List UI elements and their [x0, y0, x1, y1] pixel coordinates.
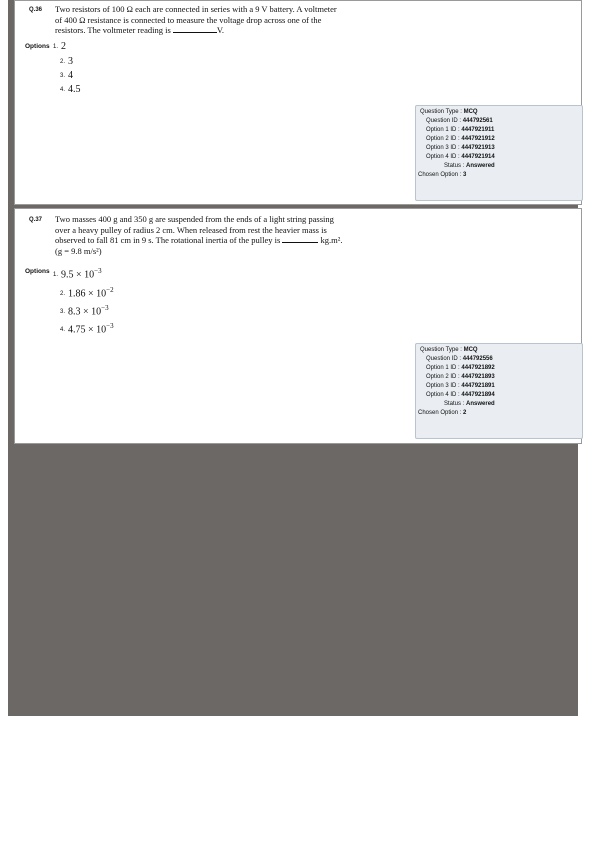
option-number: 4.: [60, 86, 66, 93]
question-type-label: Question Type :: [420, 109, 462, 115]
option-4: [60, 322, 114, 335]
option-id-value: 4447921892: [461, 365, 495, 371]
status-label: Status :: [444, 163, 465, 169]
chosen-option-value: 2: [463, 410, 467, 416]
option-id-value: 4447921912: [461, 136, 495, 142]
option-exponent: −3: [94, 267, 102, 275]
question-panel-36: [14, 0, 582, 205]
question-text-segment: kg.m².: [320, 235, 343, 245]
options-label: Options: [25, 43, 50, 50]
question-type-label: Question Type :: [420, 347, 462, 353]
option-id-label: Option 4 ID :: [426, 154, 460, 160]
status-value: Answered: [466, 401, 495, 407]
option-id-label: Option 3 ID :: [426, 145, 460, 151]
response-sheet-frame: [8, 0, 578, 716]
option-1: [53, 41, 66, 52]
question-text-line: Two resistors of 100 Ω each are connected in series with a 9 V battery. A voltmeter: [55, 4, 337, 14]
option-value: 2: [61, 41, 67, 52]
option-number: 3.: [60, 309, 66, 316]
question-text-line: [55, 235, 385, 246]
option-number: 4.: [60, 327, 66, 334]
option-2: [60, 286, 114, 299]
option-id-row: [416, 391, 582, 400]
chosen-option-label: Chosen Option :: [418, 410, 462, 416]
option-id-value: 4447921893: [461, 374, 495, 380]
option-value: 9.5 × 10: [61, 269, 95, 281]
question-text: [55, 4, 385, 36]
question-text-line: (g = 9.8 m/s²): [55, 245, 102, 256]
option-value: 8.3 × 10: [68, 306, 102, 318]
option-id-row: [416, 135, 582, 144]
option-number: 2.: [60, 58, 66, 65]
question-text-line: of 400 Ω resistance is connected to measure the voltage drop across one of the: [55, 14, 322, 25]
option-value: 4: [68, 70, 74, 81]
option-value: 4.75 × 10: [68, 324, 107, 336]
chosen-option-value: 3: [463, 172, 467, 178]
answer-blank: [282, 235, 318, 243]
question-type-value: MCQ: [463, 347, 478, 353]
option-number: 3.: [60, 72, 66, 79]
answer-blank: [173, 25, 217, 33]
option-number: 2.: [60, 291, 66, 298]
option-value: 4.5: [68, 84, 81, 95]
option-id-value: 4447921911: [461, 127, 495, 133]
option-exponent: −3: [106, 322, 114, 330]
option-exponent: −3: [101, 304, 109, 312]
chosen-option-row: [416, 171, 582, 180]
question-text: [55, 214, 385, 256]
option-id-label: Option 2 ID :: [426, 136, 460, 142]
chosen-option-row: [416, 409, 582, 418]
option-id-row: [416, 382, 582, 391]
option-exponent: −2: [106, 286, 114, 294]
question-id-label: Question ID :: [426, 118, 462, 124]
option-value: 1.86 × 10: [68, 288, 107, 300]
option-id-row: [416, 373, 582, 382]
question-text-line: Two masses 400 g and 350 g are suspended from the ends of a light string passing: [55, 214, 334, 224]
option-3: [60, 70, 73, 81]
chosen-option-label: Chosen Option :: [418, 172, 462, 178]
question-text-segment: observed to fall 81 cm in 9 s. The rotational inertia of the pulley is: [55, 235, 281, 245]
question-number: Q.36: [29, 7, 43, 13]
option-id-value: 4447921913: [461, 145, 495, 151]
option-3: [60, 304, 109, 317]
option-id-label: Option 3 ID :: [426, 383, 460, 389]
question-info-box: [415, 343, 583, 439]
option-id-row: [416, 364, 582, 373]
question-text-segment: V.: [216, 25, 225, 35]
question-info-box: [415, 105, 583, 201]
question-type-row: [416, 108, 582, 117]
option-id-value: 4447921914: [461, 154, 495, 160]
status-row: [416, 400, 582, 409]
option-id-row: [416, 144, 582, 153]
option-id-label: Option 1 ID :: [426, 127, 460, 133]
status-row: [416, 162, 582, 171]
question-id-label: Question ID :: [426, 356, 462, 362]
option-id-label: Option 2 ID :: [426, 374, 460, 380]
option-id-row: [416, 153, 582, 162]
question-text-line: [55, 25, 385, 36]
option-2: [60, 56, 73, 67]
options-label: Options: [25, 268, 50, 275]
option-4: [60, 84, 81, 95]
status-label: Status :: [444, 401, 465, 407]
question-id-value: 444792561: [462, 118, 493, 124]
question-id-value: 444792556: [462, 356, 493, 362]
question-id-row: [416, 355, 582, 364]
option-number: 1.: [53, 43, 59, 50]
question-number: Q.37: [29, 217, 43, 223]
question-panel-37: [14, 208, 582, 444]
question-text-line: over a heavy pulley of radius 2 cm. When released from rest the heavier mass is: [55, 224, 327, 235]
option-value: 3: [68, 56, 74, 67]
option-id-row: [416, 126, 582, 135]
status-value: Answered: [466, 163, 495, 169]
option-number: 1.: [53, 272, 59, 279]
option-id-label: Option 1 ID :: [426, 365, 460, 371]
option-id-label: Option 4 ID :: [426, 392, 460, 398]
option-id-value: 4447921891: [461, 383, 495, 389]
question-type-value: MCQ: [463, 109, 478, 115]
question-text-segment: resistors. The voltmeter reading is: [55, 25, 171, 35]
question-id-row: [416, 117, 582, 126]
option-1: [53, 267, 102, 280]
option-id-value: 4447921894: [461, 392, 495, 398]
question-type-row: [416, 346, 582, 355]
